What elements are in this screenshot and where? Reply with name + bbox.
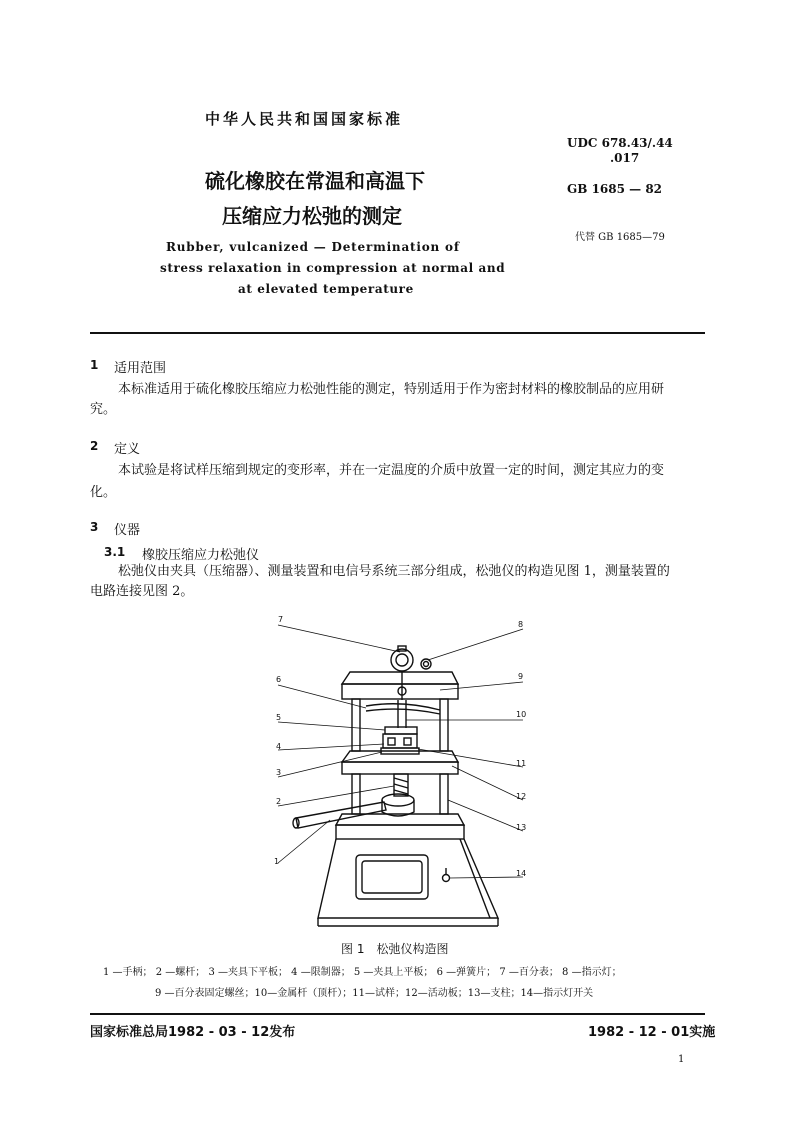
figure-label-12: 12 [516,792,527,801]
section-3-title: 仪器 [114,523,141,538]
figure-label-11: 11 [516,759,527,768]
section-1-paragraph-line-2: 究。 [90,402,117,417]
upper-pillar-left [352,699,360,751]
title-line-1: 硫化橡胶在常温和高温下 [205,169,425,193]
figure-label-9: 9 [518,672,524,681]
english-title-line-3: at elevated temperature [238,282,414,296]
english-title-line-2: stress relaxation in compression at normal and [160,261,506,275]
section-3-1-number: 3.1 [104,545,126,559]
section-2-title: 定义 [114,442,141,457]
udc-code-cont: .017 [610,151,640,165]
lower-pillar-right [440,774,448,814]
standard-type: 中华人民共和国国家标准 [205,110,404,128]
top-plate-front [342,684,458,699]
gb-code: GB 1685 — 82 [567,182,663,196]
figure-label-14: 14 [516,869,527,878]
fixture-upper-plate [385,727,417,734]
figure-legend-line-1: 1 —手柄； 2 —螺杆； 3 —夹具下平板； 4 —限制器； 5 —夹具上平板； 6 —弹簧片； 7 —百分表； 8 —指示灯； [103,967,622,978]
figure-label-7: 7 [278,615,284,624]
figure-label-5: 5 [276,713,282,722]
figure-label-6: 6 [276,675,282,684]
dial-gauge [391,649,413,671]
upper-pillar-right [440,699,448,751]
issued-date: 国家标准总局1982 - 03 - 12发布 [90,1025,296,1040]
figure-caption: 图 1 松弛仪构造图 [341,942,449,956]
lamp-switch [443,875,450,882]
section-2-paragraph-line-1: 本试验是将试样压缩到规定的变形率，并在一定温度的介质中放置一定的时间，测定其应力的变 [118,463,665,478]
figure-label-2: 2 [276,797,282,806]
indicator-lamp [421,659,431,669]
section-2-number: 2 [90,439,99,453]
figure-label-4: 4 [276,742,282,751]
section-1-paragraph-line-1: 本标准适用于硫化橡胶压缩应力松弛性能的测定，特别适用于作为密封材料的橡胶制品的应用研 [118,382,665,397]
section-1-number: 1 [90,358,99,372]
top-plate [342,672,458,684]
section-1-title: 适用范围 [114,361,167,376]
effective-date: 1982 - 12 - 01实施 [588,1025,716,1040]
base-housing [318,839,498,918]
english-title-line-1: Rubber, vulcanized — Determination of [166,240,460,254]
section-3-1-paragraph-line-2: 电路连接见图 2。 [90,584,194,599]
udc-code: UDC 678.43/.44 [567,136,673,150]
figure-label-13: 13 [516,823,527,832]
section-2-paragraph-line-2: 化。 [90,485,117,500]
replaces-note: 代替 GB 1685—79 [575,232,665,243]
section-3-1-paragraph-line-1: 松弛仪由夹具（压缩器）、测量装置和电信号系统三部分组成，松弛仪的构造见图 1，测量装置的 [118,564,670,579]
title-line-2: 压缩应力松弛的测定 [222,204,402,228]
figure-legend-line-2: 9 —百分表固定螺丝；10—金属杆（顶杆）；11—试样；12—活动板；13—支柱；14—指示灯开关 [155,988,594,999]
section-3-number: 3 [90,520,99,534]
figure-label-10: 10 [516,710,527,719]
page-number: 1 [678,1054,685,1065]
figure-label-8: 8 [518,620,524,629]
section-3-1-title: 橡胶压缩应力松弛仪 [142,548,260,563]
figure-label-1: 1 [274,857,280,866]
footer-rule [90,1013,705,1015]
figure-label-3: 3 [276,768,282,777]
